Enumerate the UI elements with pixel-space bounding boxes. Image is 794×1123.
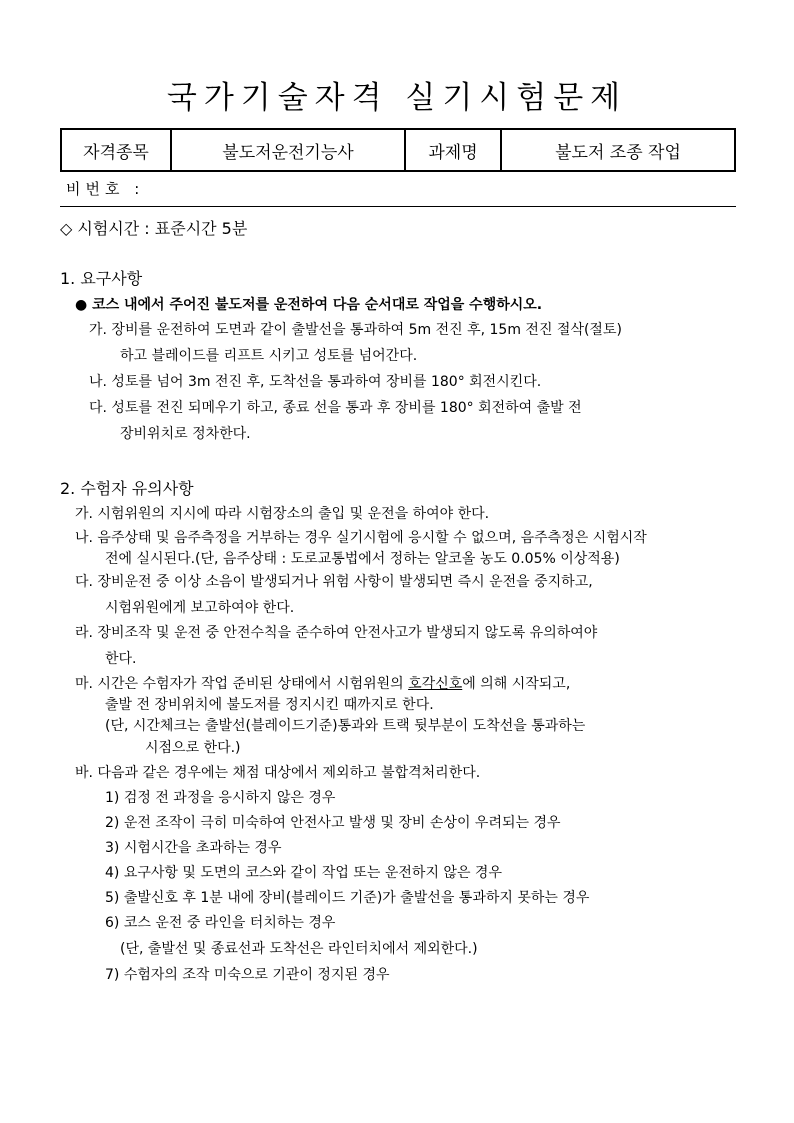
task-label: 과제명	[405, 129, 501, 171]
disqualification-item: 7) 수험자의 조작 미숙으로 기관이 정지된 경우	[105, 967, 390, 983]
disqualification-item: 1) 검정 전 과정을 응시하지 않은 경우	[105, 790, 336, 806]
notice-text: 에 의해 시작되고,	[462, 676, 571, 692]
disqualification-item: 5) 출발신호 후 1분 내에 장비(블레이드 기준)가 출발선을 통과하지 못하는 경우	[105, 890, 590, 906]
requirement-item: 하고 블레이드를 리프트 시키고 성토를 넘어간다.	[120, 348, 418, 364]
notice-line: 출발 전 장비위치에 불도저를 정지시킨 때까지로 한다.	[105, 697, 434, 713]
notice-line: 시험위원에게 보고하여야 한다.	[105, 600, 295, 616]
requirement-item: 나. 성토를 넘어 3m 전진 후, 도착선을 통과하여 장비를 180° 회전시킨다.	[89, 374, 542, 390]
exam-number-label: 비번호 :	[66, 180, 145, 198]
disqualification-item: 3) 시험시간을 초과하는 경우	[105, 840, 282, 856]
notice-line: 가. 시험위원의 지시에 따라 시험장소의 출입 및 운전을 하여야 한다.	[75, 506, 490, 522]
info-table	[60, 128, 736, 172]
notice-line	[75, 673, 570, 693]
divider	[60, 206, 736, 207]
notice-line: 한다.	[105, 651, 137, 667]
section-1-heading: 1. 요구사항	[60, 269, 143, 288]
notice-line: 시점으로 한다.)	[145, 740, 241, 756]
notice-line: (단, 시간체크는 출발선(블레이드기준)통과와 트랙 뒷부분이 도착선을 통과하는	[105, 718, 586, 734]
qualification-label: 자격종목	[61, 129, 171, 171]
notice-text: 마. 시간은 수험자가 작업 준비된 상태에서 시험위원의	[75, 676, 409, 692]
notice-line: 라. 장비조작 및 운전 중 안전수칙을 준수하여 안전사고가 발생되지 않도록 유의하여야	[75, 625, 598, 641]
requirement-item: 가. 장비를 운전하여 도면과 같이 출발선을 통과하여 5m 전진 후, 15m 전진 절삭(절토)	[89, 322, 622, 338]
section-2-heading: 2. 수험자 유의사항	[60, 479, 194, 498]
notice-line: 바. 다음과 같은 경우에는 채점 대상에서 제외하고 불합격처리한다.	[75, 765, 481, 781]
task-value: 불도저 조종 작업	[501, 129, 735, 171]
notice-line: 전에 실시된다.(단, 음주상태 : 도로교통법에서 정하는 알코올 농도 0.05% 이상적용)	[105, 551, 620, 567]
disqualification-item: (단, 출발선 및 종료선과 도착선은 라인터치에서 제외한다.)	[120, 941, 478, 957]
disqualification-item: 2) 운전 조작이 극히 미숙하여 안전사고 발생 및 장비 손상이 우려되는 경우	[105, 815, 561, 831]
whistle-signal-text: 호각신호	[408, 676, 463, 692]
notice-line: 나. 음주상태 및 음주측정을 거부하는 경우 실기시험에 응시할 수 없으며, 음주측정은 시험시작	[75, 530, 647, 546]
requirement-item: 장비위치로 정차한다.	[120, 426, 251, 442]
page-title: 국가기술자격 실기시험문제	[166, 80, 628, 116]
requirement-item: 다. 성토를 전진 되메우기 하고, 종료 선을 통과 후 장비를 180° 회전하여 출발 전	[89, 400, 582, 416]
qualification-value: 불도저운전기능사	[171, 129, 405, 171]
disqualification-item: 4) 요구사항 및 도면의 코스와 같이 작업 또는 운전하지 않은 경우	[105, 865, 502, 881]
notice-line: 다. 장비운전 중 이상 소음이 발생되거나 위험 사항이 발생되면 즉시 운전을 중지하고,	[75, 574, 593, 590]
requirement-bullet: ● 코스 내에서 주어진 불도저를 운전하여 다음 순서대로 작업을 수행하시오.	[75, 297, 543, 313]
exam-time: ◇ 시험시간 : 표준시간 5분	[60, 219, 248, 238]
disqualification-item: 6) 코스 운전 중 라인을 터치하는 경우	[105, 915, 336, 931]
